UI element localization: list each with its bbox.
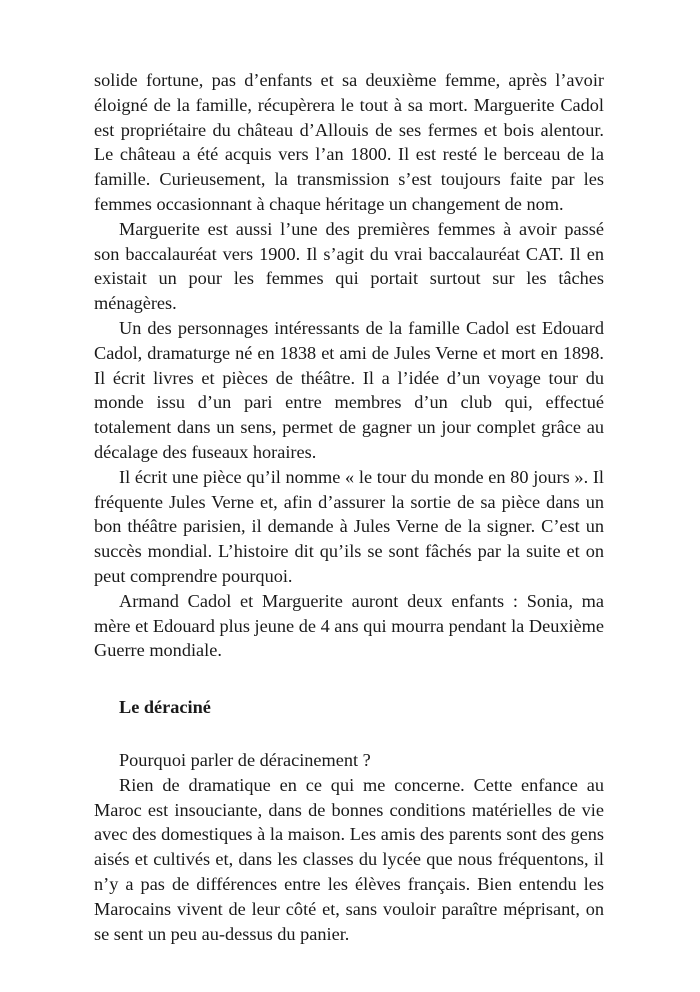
paragraph: Rien de dramatique en ce qui me concerne. Cette enfance au Maroc est insouciante, dans de bonnes conditions matérielles de vie avec des domestiques à la maison. Les amis des parents sont des gens aisés et cultivés et, dans les classes du lycée que nous fréquentons, il n’y a pas de différences entre les élèves français. Bien entendu les Marocains vivent de leur côté et, sans vouloir paraître méprisant, on se sent un peu au-dessus du panier. <box>94 774 604 944</box>
paragraph: Marguerite est aussi l’une des premières femmes à avoir passé son baccalauréat vers 1900. Il s’agit du vrai baccalauréat CAT. Il en existait un pour les femmes qui portait surtout sur les tâches ménagères. <box>94 218 604 314</box>
paragraph: Il écrit une pièce qu’il nomme « le tour du monde en 80 jours ». Il fréquente Jules Verne et, afin d’assurer la sortie de sa pièce dans un bon théâtre parisien, il demande à Jules Verne de la signer. C’est un succès mondial. L’histoire dit qu’ils se sont fâchés par la suite et on peut comprendre pourquoi. <box>94 466 604 586</box>
paragraph: Pourquoi parler de déracinement ? <box>119 749 371 770</box>
paragraph: Un des personnages intéressants de la famille Cadol est Edouard Cadol, dramaturge né en 1838 et ami de Jules Verne et mort en 1898. Il écrit livres et pièces de théâtre. Il a l’idée d’un voyage tour du monde issu d’un pari entre membres d’un club qui, effectué totalement dans un sens, permet de gagner un jour complet grâce au décalage des fuseaux horaires. <box>94 317 604 462</box>
paragraph: solide fortune, pas d’enfants et sa deuxième femme, après l’avoir éloigné de la famille, récupèrera le tout à sa mort. Marguerite Cadol est propriétaire du château d’Allouis de ses fermes et bois alentour. Le château a été acquis vers l’an 1800. Il est resté le berceau de la famille. Curieusement, la transmission s’est toujours faite par les femmes occasionnant à chaque héritage un changement de nom. <box>94 70 604 214</box>
section-heading: Le déraciné <box>119 697 211 718</box>
body-text <box>94 68 604 946</box>
paragraph: Armand Cadol et Marguerite auront deux enfants : Sonia, ma mère et Edouard plus jeune de 4 ans qui mourra pendant la Deuxième Guerre mondiale. <box>94 590 604 661</box>
